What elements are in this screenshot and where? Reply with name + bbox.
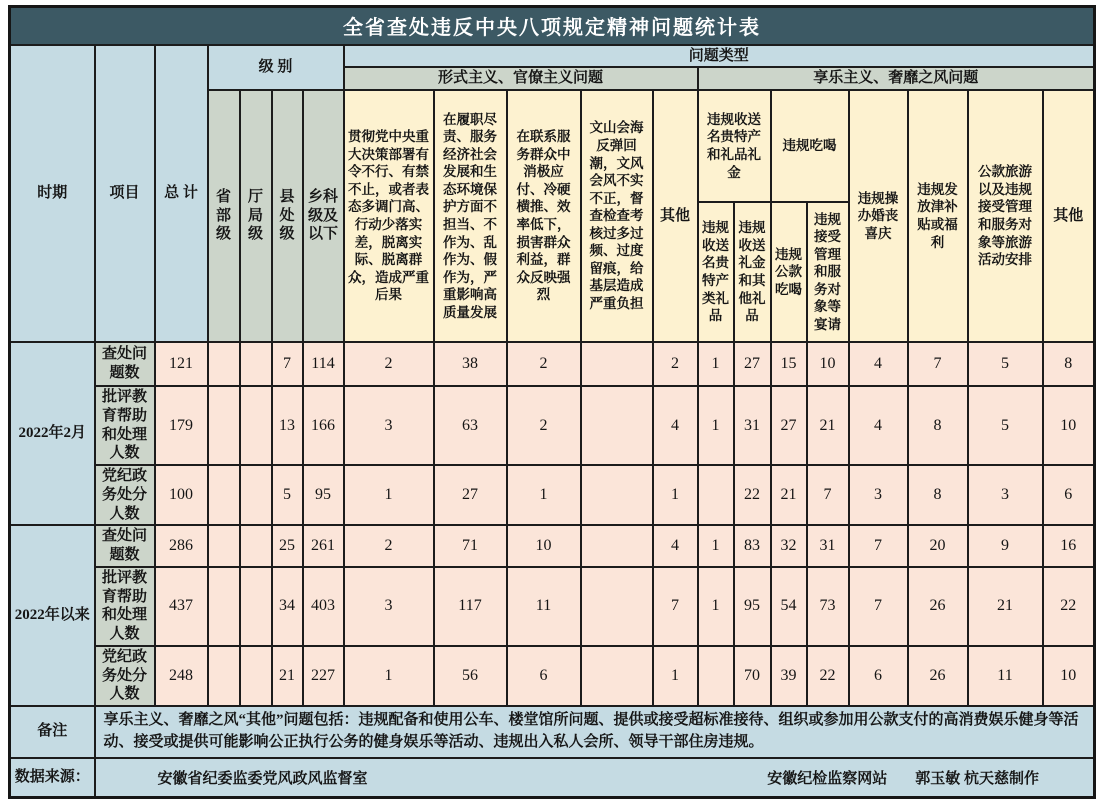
data-cell: 7 (849, 567, 908, 646)
project-cell: 查处问题数 (95, 525, 155, 567)
source-row (10, 758, 1095, 798)
data-cell: 437 (155, 567, 208, 646)
col-header-gift-specialty: 违规收送名贵特产类礼品 (698, 202, 734, 342)
project-cell: 党纪政务处分人数 (95, 465, 155, 525)
col-group-level: 级 别 (208, 45, 344, 91)
col-header-level-county: 县处级 (272, 90, 303, 342)
col-header-formalism-3: 在联系服务群众中消极应付、冷硬横推、效率低下，损害群众利益，群众反映强烈 (507, 90, 581, 342)
data-cell: 2 (344, 525, 434, 567)
project-cell: 党纪政务处分人数 (95, 646, 155, 706)
col-header-hedonism-other: 其他 (1043, 90, 1095, 342)
data-cell: 7 (653, 567, 698, 646)
data-cell (208, 342, 240, 386)
table-row (10, 386, 1095, 465)
data-cell: 38 (434, 342, 507, 386)
data-cell: 114 (303, 342, 344, 386)
data-cell: 54 (771, 567, 807, 646)
col-group-gifts: 违规收送名贵特产和礼品礼金 (698, 90, 771, 202)
data-cell: 2 (344, 342, 434, 386)
table-row (10, 567, 1095, 646)
data-cell: 100 (155, 465, 208, 525)
data-cell: 3 (849, 465, 908, 525)
data-cell: 4 (849, 386, 908, 465)
data-cell: 13 (272, 386, 303, 465)
data-cell (698, 465, 734, 525)
table-row (10, 525, 1095, 567)
data-cell: 227 (303, 646, 344, 706)
table-row (10, 342, 1095, 386)
col-header-formalism-2: 在履职尽责、服务经济社会发展和生态环境保护方面不担当、不作为、乱作为、假作为，严重影响高质量发展 (434, 90, 507, 342)
data-cell (240, 525, 272, 567)
col-group-dining: 违规吃喝 (771, 90, 849, 202)
data-cell: 6 (507, 646, 581, 706)
note-text: 享乐主义、奢靡之风“其他”问题包括：违规配备和使用公车、楼堂馆所问题、提供或接受超标准接待、组织或参加用公款支付的高消费娱乐健身等活动、接受或提供可能影响公正执行公务的健身娱乐等活动、违规出入私人会所、领导干部住房违规。 (95, 706, 1095, 758)
col-header-level-township: 乡科级及以下 (303, 90, 344, 342)
col-header-banquet: 违规接受管理和服务对象等宴请 (807, 202, 849, 342)
col-header-public-dining: 违规公款吃喝 (771, 202, 807, 342)
col-header-level-province: 省部级 (208, 90, 240, 342)
data-cell: 22 (1043, 567, 1095, 646)
data-cell: 27 (734, 342, 771, 386)
data-cell: 6 (849, 646, 908, 706)
data-cell: 166 (303, 386, 344, 465)
data-cell: 2 (507, 386, 581, 465)
data-cell: 8 (908, 465, 968, 525)
data-cell: 1 (698, 342, 734, 386)
data-cell: 2 (653, 342, 698, 386)
data-cell: 22 (734, 465, 771, 525)
period-cell-feb2022: 2022年2月 (10, 342, 95, 525)
data-cell (581, 465, 653, 525)
col-header-project: 项目 (95, 45, 155, 343)
data-cell: 10 (807, 342, 849, 386)
data-cell: 11 (507, 567, 581, 646)
col-header-level-department: 厅局级 (240, 90, 272, 342)
table-row (10, 646, 1095, 706)
data-cell: 3 (344, 386, 434, 465)
data-cell (581, 525, 653, 567)
data-cell: 248 (155, 646, 208, 706)
data-cell: 4 (653, 386, 698, 465)
data-cell: 27 (434, 465, 507, 525)
data-cell: 63 (434, 386, 507, 465)
data-cell: 1 (653, 646, 698, 706)
data-cell: 25 (272, 525, 303, 567)
data-cell: 2 (507, 342, 581, 386)
data-cell (240, 646, 272, 706)
source-org: 安徽省纪委监委党风政风监督室 (157, 770, 368, 787)
statistics-table (8, 5, 1096, 799)
data-cell (581, 646, 653, 706)
data-cell: 261 (303, 525, 344, 567)
data-cell: 10 (1043, 386, 1095, 465)
data-cell: 95 (303, 465, 344, 525)
data-cell: 95 (734, 567, 771, 646)
data-cell: 1 (507, 465, 581, 525)
data-cell: 21 (807, 386, 849, 465)
data-cell (208, 525, 240, 567)
statistics-table-sheet (8, 5, 1092, 799)
data-cell: 1 (653, 465, 698, 525)
data-cell: 1 (698, 567, 734, 646)
data-cell: 7 (272, 342, 303, 386)
data-cell: 121 (155, 342, 208, 386)
col-header-wedding-funeral: 违规操办婚丧喜庆 (849, 90, 908, 342)
data-cell (581, 386, 653, 465)
data-cell: 3 (344, 567, 434, 646)
data-cell: 9 (968, 525, 1043, 567)
data-cell: 20 (908, 525, 968, 567)
data-cell (240, 342, 272, 386)
data-cell: 1 (344, 465, 434, 525)
data-cell: 8 (1043, 342, 1095, 386)
data-cell: 4 (849, 342, 908, 386)
data-cell: 4 (653, 525, 698, 567)
project-cell: 查处问题数 (95, 342, 155, 386)
data-cell: 5 (272, 465, 303, 525)
col-group-problem-type: 问题类型 (344, 45, 1095, 68)
data-cell (240, 386, 272, 465)
data-cell: 1 (698, 525, 734, 567)
data-cell (698, 646, 734, 706)
table-row (10, 465, 1095, 525)
data-cell: 7 (807, 465, 849, 525)
data-cell: 21 (968, 567, 1043, 646)
data-cell: 403 (303, 567, 344, 646)
data-cell: 7 (908, 342, 968, 386)
data-cell (208, 646, 240, 706)
data-cell (240, 567, 272, 646)
data-cell (581, 342, 653, 386)
data-cell: 39 (771, 646, 807, 706)
data-cell: 83 (734, 525, 771, 567)
data-cell (208, 386, 240, 465)
data-cell: 22 (807, 646, 849, 706)
data-cell: 26 (908, 646, 968, 706)
source-site: 安徽纪检监察网站 (767, 770, 888, 787)
data-cell: 117 (434, 567, 507, 646)
project-cell: 批评教育帮助和处理人数 (95, 386, 155, 465)
data-cell: 179 (155, 386, 208, 465)
col-header-total: 总 计 (155, 45, 208, 343)
data-cell: 7 (849, 525, 908, 567)
note-label: 备注 (10, 706, 95, 758)
data-cell (240, 465, 272, 525)
data-cell: 21 (771, 465, 807, 525)
source-label: 数据来源： (10, 758, 95, 798)
col-group-hedonism: 享乐主义、奢靡之风问题 (698, 67, 1095, 90)
data-cell: 3 (968, 465, 1043, 525)
data-cell (581, 567, 653, 646)
data-cell: 21 (272, 646, 303, 706)
data-cell: 10 (1043, 646, 1095, 706)
data-cell: 71 (434, 525, 507, 567)
data-cell: 1 (698, 386, 734, 465)
table-title: 全省查处违反中央八项规定精神问题统计表 (10, 7, 1095, 45)
data-cell: 8 (908, 386, 968, 465)
data-cell: 32 (771, 525, 807, 567)
col-header-formalism-1: 贯彻党中央重大决策部署有令不行、有禁不止，或者表态多调门高、行动少落实差，脱离实际、脱离群众，造成严重后果 (344, 90, 434, 342)
col-header-period: 时期 (10, 45, 95, 343)
source-content (95, 758, 1095, 798)
data-cell: 10 (507, 525, 581, 567)
col-header-allowance: 违规发放津补贴或福利 (908, 90, 968, 342)
note-row (10, 706, 1095, 758)
data-cell: 1 (344, 646, 434, 706)
project-cell: 批评教育帮助和处理人数 (95, 567, 155, 646)
data-cell: 56 (434, 646, 507, 706)
data-cell: 34 (272, 567, 303, 646)
data-cell: 26 (908, 567, 968, 646)
source-credit: 郭玉敏 杭天慈制作 (915, 770, 1039, 787)
data-cell: 6 (1043, 465, 1095, 525)
data-cell: 5 (968, 342, 1043, 386)
col-header-formalism-other: 其他 (653, 90, 698, 342)
data-cell (208, 567, 240, 646)
period-cell-since2022: 2022年以来 (10, 525, 95, 706)
data-cell: 27 (771, 386, 807, 465)
data-cell: 31 (807, 525, 849, 567)
data-cell: 31 (734, 386, 771, 465)
data-cell: 5 (968, 386, 1043, 465)
data-cell: 286 (155, 525, 208, 567)
col-header-formalism-4: 文山会海反弹回潮，文风会风不实不正，督查检查考核过多过频、过度留痕，给基层造成严重负担 (581, 90, 653, 342)
col-header-travel: 公款旅游以及违规接受管理和服务对象等旅游活动安排 (968, 90, 1043, 342)
col-header-gift-money: 违规收送礼金和其他礼品 (734, 202, 771, 342)
data-cell: 11 (968, 646, 1043, 706)
data-cell: 16 (1043, 525, 1095, 567)
data-cell: 73 (807, 567, 849, 646)
data-cell (208, 465, 240, 525)
col-group-formalism: 形式主义、官僚主义问题 (344, 67, 698, 90)
data-cell: 70 (734, 646, 771, 706)
data-cell: 15 (771, 342, 807, 386)
